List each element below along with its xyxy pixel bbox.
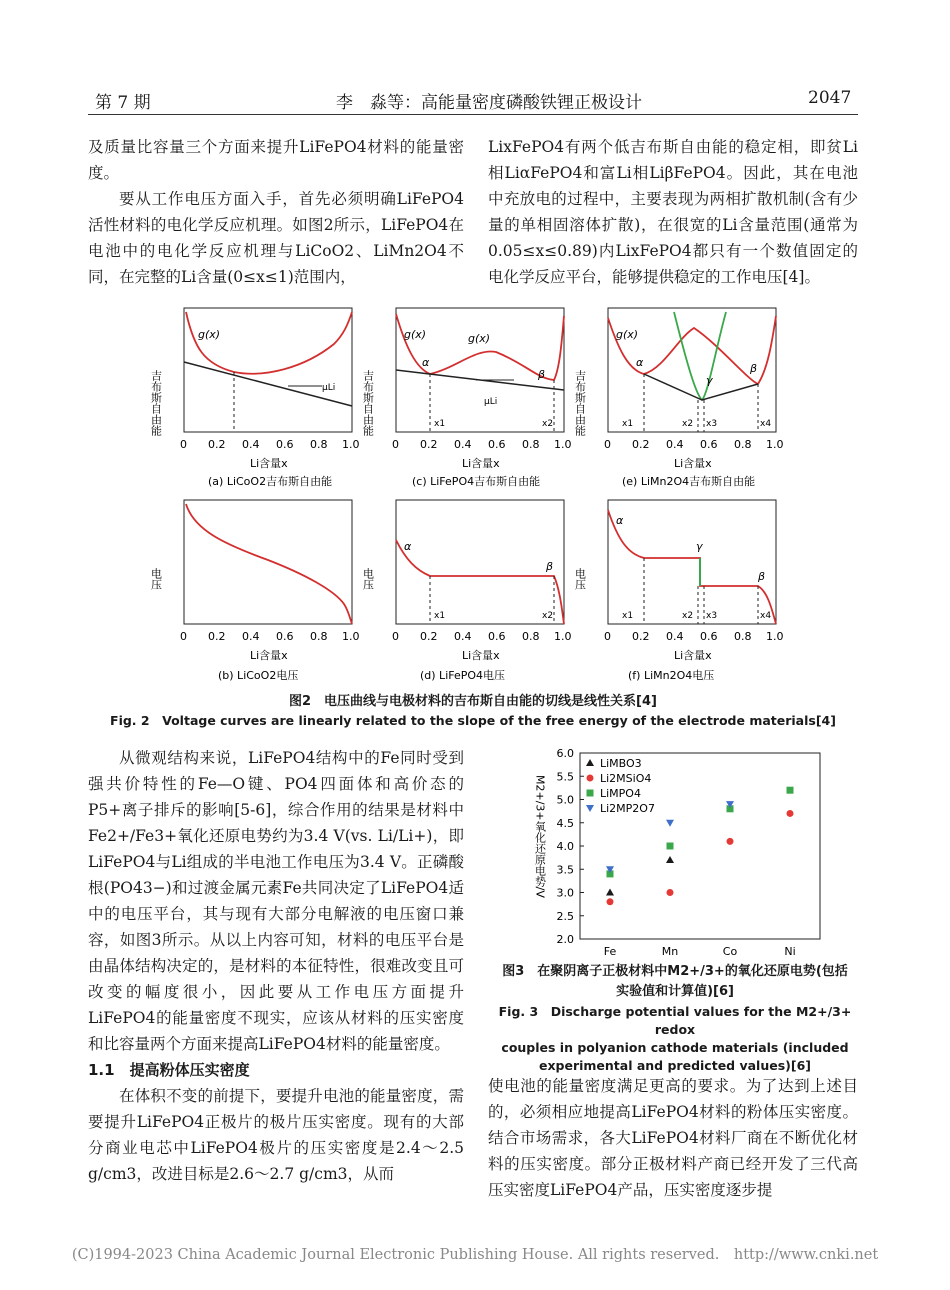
x-tick-label: Co (722, 945, 738, 958)
y-tick-label: 5.5 (556, 770, 574, 784)
legend-label: Li2MP2O7 (600, 802, 655, 815)
svg-text:x1: x1 (434, 419, 446, 429)
xlabel-a: Li含量x (250, 457, 288, 470)
svg-text:x4: x4 (760, 611, 772, 621)
svg-text:0.2: 0.2 (208, 630, 226, 643)
svg-text:0.2: 0.2 (420, 438, 438, 451)
svg-text:g(x): g(x) (616, 328, 639, 341)
fig2-caption-en: Fig. 2 Voltage curves are linearly related to the slope of the free energy of the electrode materials[4] (110, 713, 836, 728)
svg-text:Li含量x: Li含量x (462, 649, 500, 662)
data-point (667, 889, 674, 896)
x-tick-label: Fe (603, 945, 617, 958)
left-column-mid (88, 745, 464, 1187)
y-tick-label: 6.0 (556, 747, 574, 760)
svg-text:β: β (758, 570, 766, 583)
svg-text:x3: x3 (706, 611, 718, 621)
svg-text:1.0: 1.0 (342, 630, 360, 643)
svg-text:0.8: 0.8 (310, 438, 328, 451)
data-point (667, 843, 674, 850)
svg-text:β: β (750, 362, 758, 375)
svg-text:0.4: 0.4 (454, 438, 472, 451)
svg-text:0.8: 0.8 (310, 630, 328, 643)
svg-text:0.6: 0.6 (276, 630, 294, 643)
svg-text:γ: γ (706, 374, 713, 387)
paragraph: 在体积不变的前提下，要提升电池的能量密度，需要提升LiFePO4正极片的极片压实密度。现有的大部分商业电芯中LiFePO4极片的压实密度是2.4～2.5 g/cm3，改进目标是2.6～2.7 g/cm3，从而 (88, 1087, 464, 1183)
svg-text:0.8: 0.8 (734, 438, 752, 451)
legend-marker (587, 790, 594, 797)
svg-text:0: 0 (604, 438, 611, 451)
subcaption-b: (b) LiCoO2电压 (218, 669, 299, 682)
paragraph: LixFePO4有两个低吉布斯自由能的稳定相，即贫Li相LiαFePO4和富Li相LiβFePO4。因此，其在电池中充放电的过程中，主要表现为两相扩散机制(含有少量的单相固溶体扩散)，在很宽的Li含量范围(通常为0.05≤x≤0.89)内LixFePO4都只有一个数值固定的电化学反应平台，能够提供稳定的工作电压[4]。 (488, 138, 858, 286)
data-point (787, 810, 794, 817)
gx-label: g(x) (198, 328, 221, 341)
svg-text:α: α (636, 356, 644, 369)
panel-f (608, 500, 776, 624)
svg-text:Li含量x: Li含量x (462, 457, 500, 470)
svg-text:吉布斯自由能: 吉布斯自由能 (573, 370, 587, 436)
subcaption-e: (e) LiMn2O4吉布斯自由能 (622, 475, 756, 488)
paragraph: 使电池的能量密度满足更高的要求。为了达到上述目的，必须相应地提高LiFePO4材料的粉体压实密度。结合市场需求，各大LiFePO4材料厂商在不断优化材料的压实密度。部分正极材料产商已经开发了三代高压实密度LiFePO4产品，压实密度逐步提 (488, 1077, 858, 1199)
data-point (606, 889, 614, 896)
svg-text:Li含量x: Li含量x (250, 649, 288, 662)
data-point (787, 787, 794, 794)
svg-text:0: 0 (604, 630, 611, 643)
svg-text:1.0: 1.0 (342, 438, 360, 451)
svg-text:1.0: 1.0 (766, 438, 784, 451)
x-ticks (604, 945, 796, 958)
figure-3-chart (530, 745, 840, 960)
svg-text:0.8: 0.8 (734, 630, 752, 643)
svg-text:0: 0 (392, 438, 399, 451)
svg-text:α: α (422, 356, 430, 369)
legend (586, 757, 655, 815)
svg-text:β: β (546, 560, 554, 573)
panel-e (608, 308, 776, 432)
svg-text:0.2: 0.2 (420, 630, 438, 643)
y-tick-label: 3.0 (556, 886, 574, 900)
svg-text:0.2: 0.2 (632, 438, 650, 451)
y-tick-label: 5.0 (556, 793, 574, 807)
svg-text:μLi: μLi (484, 397, 498, 407)
ylabel-a: 吉布斯自由能 (150, 370, 163, 436)
footer-copyright: (C)1994-2023 China Academic Journal Electronic Publishing House. All rights reserved. http://www.cnki.net (71, 1247, 879, 1263)
subcaption-d: (d) LiFePO4电压 (420, 669, 506, 682)
legend-marker (586, 759, 594, 766)
panel-c (396, 308, 564, 432)
legend-label: LiMBO3 (600, 757, 642, 770)
svg-text:0.8: 0.8 (522, 630, 540, 643)
svg-text:0.2: 0.2 (632, 630, 650, 643)
svg-text:0.2: 0.2 (208, 438, 226, 451)
svg-text:x2: x2 (682, 611, 694, 621)
svg-text:x1: x1 (622, 611, 634, 621)
svg-text:0.6: 0.6 (700, 438, 718, 451)
header-page: 2047 (808, 88, 852, 108)
svg-text:β: β (538, 368, 546, 381)
svg-text:吉布斯自由能: 吉布斯自由能 (361, 370, 375, 436)
svg-text:电压: 电压 (150, 568, 163, 590)
subcaption-c: (c) LiFePO4吉布斯自由能 (412, 475, 541, 488)
svg-text:0.4: 0.4 (454, 630, 472, 643)
svg-text:g(x): g(x) (404, 328, 427, 341)
svg-text:g(x): g(x) (468, 332, 491, 345)
data-point (607, 898, 614, 905)
ticks-a (180, 438, 360, 451)
subcaption-f: (f) LiMn2O4电压 (628, 669, 715, 682)
svg-text:0: 0 (392, 630, 399, 643)
svg-text:x4: x4 (760, 419, 772, 429)
data-point (666, 820, 674, 827)
legend-marker (587, 775, 594, 782)
legend-label: LiMPO4 (600, 787, 641, 800)
fig3-caption-cn: 图3 在聚阴离子正极材料中M2+/3+的氧化还原电势(包括 实验值和计算值)[6] (502, 964, 848, 999)
y-tick-label: 2.5 (556, 909, 574, 923)
svg-text:0.6: 0.6 (488, 630, 506, 643)
x-tick-label: Ni (784, 945, 796, 958)
legend-label: Li2MSiO4 (600, 772, 652, 785)
svg-text:0.8: 0.8 (522, 438, 540, 451)
svg-text:Li含量x: Li含量x (674, 649, 712, 662)
panel-d (396, 500, 564, 624)
panel-a (184, 308, 352, 432)
svg-text:0.4: 0.4 (242, 630, 260, 643)
paragraph: 及质量比容量三个方面来提升LiFePO4材料的能量密度。 (88, 138, 464, 182)
right-column-top (488, 134, 858, 290)
svg-text:x1: x1 (622, 419, 634, 429)
svg-text:0.6: 0.6 (700, 630, 718, 643)
figure-2 (150, 302, 810, 694)
svg-text:电压: 电压 (573, 568, 587, 590)
y-tick-label: 4.0 (556, 840, 574, 853)
svg-text:x2: x2 (542, 611, 554, 621)
svg-text:0.4: 0.4 (666, 630, 684, 643)
svg-text:1.0: 1.0 (766, 630, 784, 643)
left-column-top (88, 134, 464, 290)
legend-marker (586, 805, 594, 812)
y-tick-label: 4.5 (556, 816, 574, 830)
svg-text:0: 0 (180, 438, 187, 451)
right-column-bottom (488, 1073, 858, 1203)
y-tick-label: 2.0 (556, 933, 574, 946)
svg-text:x2: x2 (542, 419, 554, 429)
fig2-caption-cn: 图2 电压曲线与电极材料的吉布斯自由能的切线是线性关系[4] (289, 694, 657, 709)
header-issue: 第 7 期 (95, 93, 151, 113)
svg-text:0.4: 0.4 (666, 438, 684, 451)
svg-text:α: α (404, 540, 412, 553)
svg-text:0: 0 (180, 630, 187, 643)
x-tick-label: Mn (661, 945, 679, 958)
data-point (666, 856, 674, 863)
fig3-ylabel: M2+/3+氧化还原电势/V (533, 775, 547, 898)
panel-b (184, 500, 352, 624)
svg-text:1.0: 1.0 (554, 630, 572, 643)
svg-text:0.6: 0.6 (488, 438, 506, 451)
paragraph: 从微观结构来说，LiFePO4结构中的Fe同时受到强共价特性的Fe—O键、PO4四面体和高价态的P5+离子排斥的影响[5-6]，综合作用的结果是材料中Fe2+/Fe3+氧化还原电势约为3.4 V(vs. Li/Li+)，即LiFePO4与Li组成的半电池工作电压为3.4 V。正磷酸根(PO43−)和过渡金属元素Fe共同决定了LiFePO4适中的电压平台，其与现有大部分电解液的电压窗口兼容，如图3所示。从以上内容可知，材料的电压平台是由晶体结构决定的，是材料的本征特性，很难改变且可改变的幅度很小，因此要从工作电压方面提升LiFePO4的能量密度不现实，应该从材料的压实密度和比容量两个方面来提高LiFePO4材料的能量密度。 (88, 749, 464, 1053)
svg-text:α: α (616, 514, 624, 527)
section-heading: 1.1 提高粉体压实密度 (88, 1061, 250, 1079)
paragraph: 要从工作电压方面入手，首先必须明确LiFePO4活性材料的电化学反应机理。如图2所示，LiFePO4在电池中的电化学反应机理与LiCoO2、LiMn2O4不同，在完整的Li含量(0≤x≤1)范围内， (88, 190, 464, 286)
y-tick-label: 3.5 (556, 863, 574, 877)
svg-text:电压: 电压 (361, 568, 375, 590)
svg-text:Li含量x: Li含量x (674, 457, 712, 470)
fig3-caption-en: Fig. 3 Discharge potential values for the M2+/3+ redox couples in polyanion cathode materials (included experimental and predicted values)[6] (498, 1004, 852, 1073)
mu-label: μLi (322, 383, 336, 393)
svg-text:0.4: 0.4 (242, 438, 260, 451)
svg-text:x3: x3 (706, 419, 718, 429)
header-rule (88, 114, 858, 115)
header-title: 李 淼等：高能量密度磷酸铁锂正极设计 (336, 93, 642, 113)
svg-text:0.6: 0.6 (276, 438, 294, 451)
svg-text:1.0: 1.0 (554, 438, 572, 451)
svg-text:γ: γ (696, 540, 703, 553)
svg-text:x2: x2 (682, 419, 694, 429)
svg-text:x1: x1 (434, 611, 446, 621)
data-point (727, 838, 734, 845)
subcaption-a: (a) LiCoO2吉布斯自由能 (208, 475, 333, 488)
